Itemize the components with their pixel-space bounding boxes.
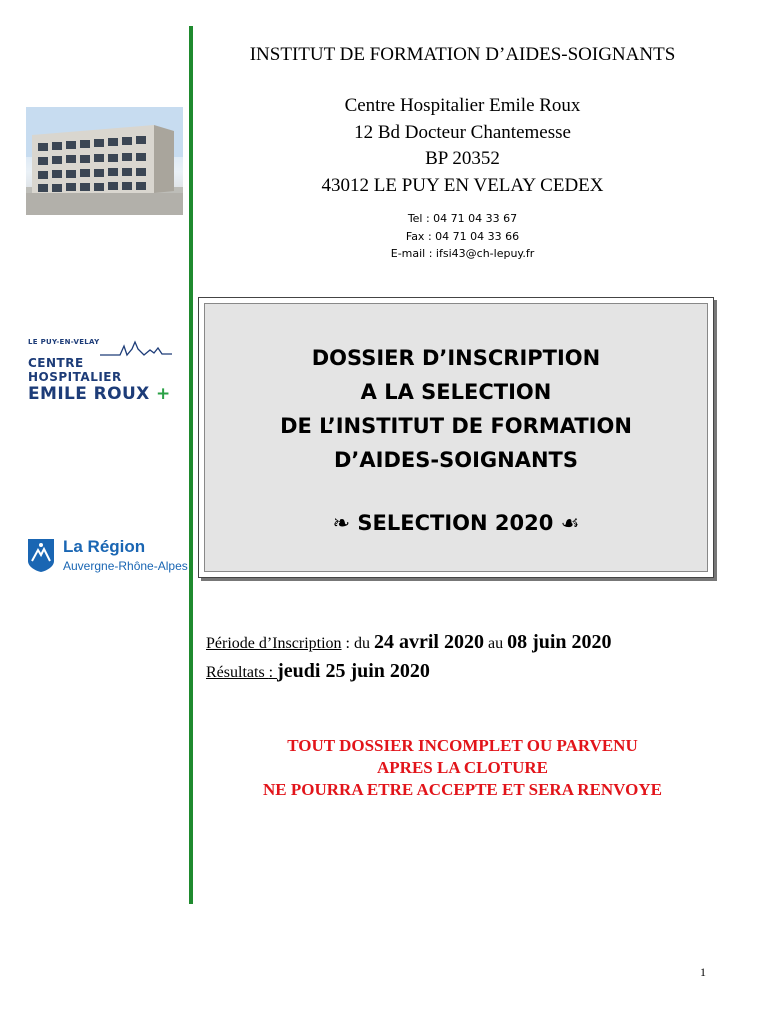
email: E-mail : ifsi43@ch-lepuy.fr [390, 247, 535, 260]
address-line: Centre Hospitalier Emile Roux [344, 95, 581, 116]
dossier-title [205, 341, 707, 477]
registration-period: Période d’Inscription : du 24 avril 2020 au 08 juin 2020 [206, 631, 612, 653]
warning-line: TOUT DOSSIER INCOMPLET OU PARVENU [287, 736, 638, 755]
selection-heading [205, 511, 707, 535]
period-label: Période d’Inscription [206, 635, 342, 652]
address-line: BP 20352 [425, 148, 500, 169]
dossier-title-line: DE L’INSTITUT DE FORMATION [280, 414, 632, 438]
contact-block [195, 210, 730, 263]
hospital-building-photo [26, 107, 183, 215]
skyline-icon [100, 338, 172, 358]
address-line: 43012 LE PUY EN VELAY CEDEX [321, 174, 604, 196]
plus-icon: + [156, 384, 171, 404]
logo-line1: CENTRE HOSPITALIER [28, 356, 122, 384]
region-logo [26, 536, 196, 578]
title-box-inner [204, 303, 708, 572]
address-block [195, 93, 730, 199]
logo-line2: EMILE ROUX + [28, 384, 171, 404]
dossier-title-line: A LA SELECTION [360, 380, 552, 404]
period-end: 08 juin 2020 [507, 631, 612, 653]
warning-line: NE POURRA ETRE ACCEPTE ET SERA RENVOYE [263, 780, 662, 799]
fax: Fax : 04 71 04 33 66 [405, 229, 520, 243]
period-start: 24 avril 2020 [373, 631, 484, 653]
address-line: 12 Bd Docteur Chantemesse [354, 121, 571, 143]
page-number: 1 [700, 965, 706, 979]
telephone: Tel : 04 71 04 33 67 [407, 212, 518, 225]
region-emblem-icon [26, 537, 56, 573]
warning-line: APRES LA CLOTURE [377, 758, 548, 777]
institute-title: INSTITUT DE FORMATION D’AIDES-SOIGNANTS [249, 44, 676, 65]
results-label: Résultats : [206, 664, 278, 681]
vertical-divider [189, 26, 193, 904]
logo-town-name: LE PUY-EN-VELAY [28, 338, 100, 346]
ornament-left-icon: ❧ [332, 511, 351, 535]
centre-hospitalier-logo [28, 338, 178, 404]
results-date [206, 660, 430, 683]
region-line1: La Région [63, 537, 146, 556]
closing-warning [195, 735, 730, 801]
title-box [198, 297, 714, 578]
results-value: jeudi 25 juin 2020 [277, 660, 430, 682]
region-line2: Auvergne-Rhône-Alpes [63, 559, 188, 573]
dossier-title-line: DOSSIER D’INSCRIPTION [311, 346, 601, 370]
dossier-title-line: D’AIDES-SOIGNANTS [334, 448, 578, 472]
ornament-right-icon: ☙ [560, 511, 580, 535]
selection-label: SELECTION 2020 [357, 511, 554, 535]
